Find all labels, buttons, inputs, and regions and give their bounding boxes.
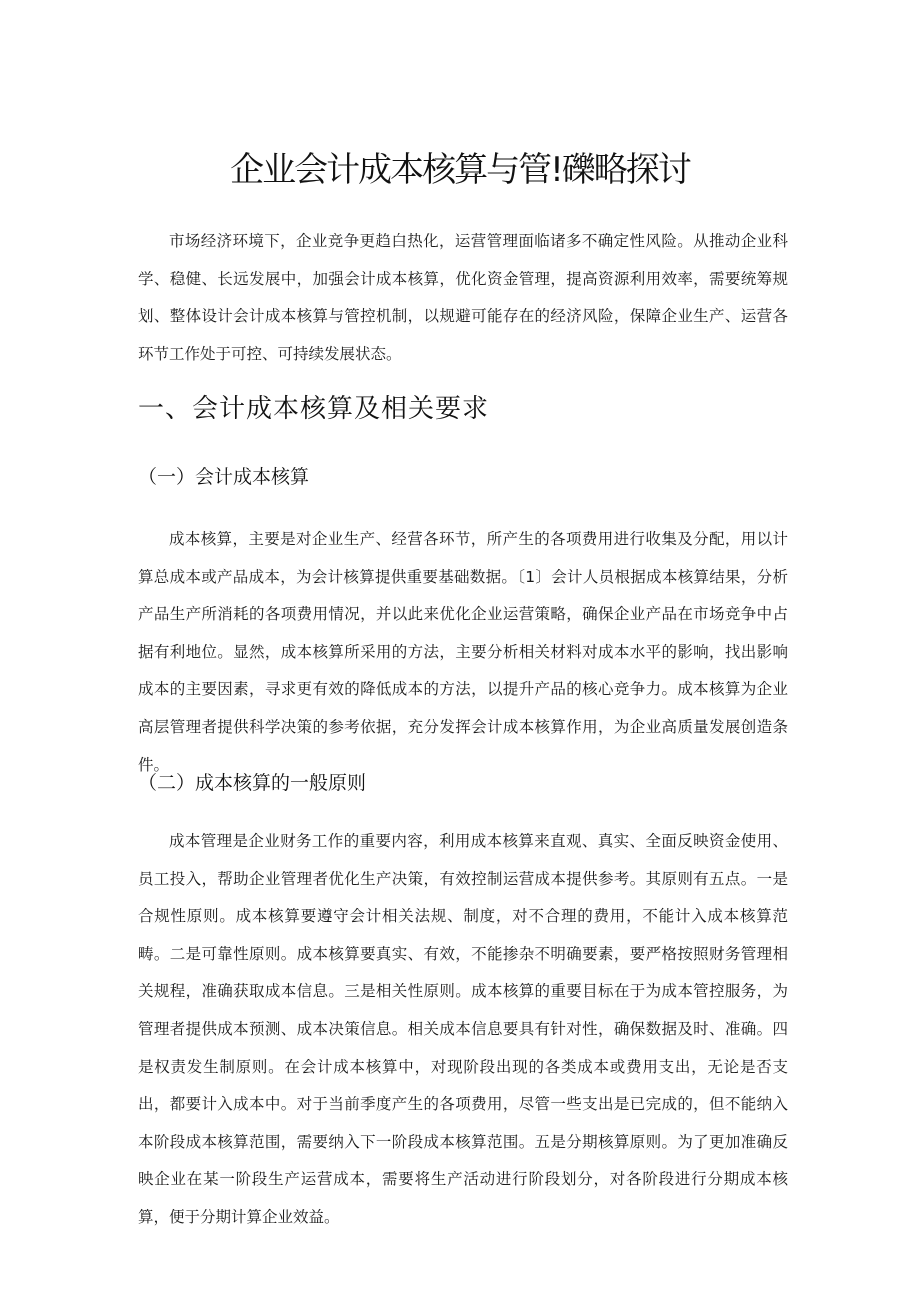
document-title: 企业会计成本核算与管!礫略探讨 [230, 150, 690, 190]
paragraph-text-part: 成本核算，主要是对企业生产、经营各环节，所产生的各项费用进行收集及分配，用以计算总成本或产品成本，为会计核算提供重要基础数据。 [138, 530, 788, 586]
subsection-1-paragraph [138, 521, 788, 784]
intro-paragraph: 市场经济环境下，企业竞争更趋白热化，运营管理面临诸多不确定性风险。从推动企业科学、稳健、长远发展中，加强会计成本核算，优化资金管理，提高资源利用效率，需要统筹规划、整体设计会计成本核算与管控机制，以规避可能存在的经济风险，保障企业生产、运营各环节工作处于可控、可持续发展状态。 [138, 232, 788, 363]
paragraph-text-part: 会计人员根据成本核算结果，分析产品生产所消耗的各项费用情况，并以此来优化企业运营策略，确保企业产品在市场竞争中占据有利地位。显然，成本核算所采用的方法，主要分析相关材料对成本水平的影响，找出影响成本的主要因素，寻求更有效的降低成本的方法，以提升产品的核心竞争力。成本核算为企业高层管理者提供科学决策的参考依据，充分发挥会计成本核算作用，为企业高质量发展创造条件。 [138, 567, 788, 774]
subsection-2-paragraph: 成本管理是企业财务工作的重要内容，利用成本核算来直观、真实、全面反映资金使用、员工投入，帮助企业管理者优化生产决策，有效控制运营成本提供参考。其原则有五点。一是合规性原则。成本核算要遵守会计相关法规、制度，对不合理的费用，不能计入成本核算范畴。二是可靠性原则。成本核算要真实、有效，不能掺杂不明确要素，要严格按照财务管理相关规程，准确获取成本信息。三是相关性原则。成本核算的重要目标在于为成本管控服务，为管理者提供成本预测、成本决策信息。相关成本信息要具有针对性，确保数据及时、准确。四是权责发生制原则。在会计成本核算中，对现阶段出现的各类成本或费用支出，无论是否支出，都要计入成本中。对于当前季度产生的各项费用，尽管一些支出是已完成的，但不能纳入本阶段成本核算范围，需要纳入下一阶段成本核算范围。五是分期核算原则。为了更加准确反映企业在某一阶段生产运营成本，需要将生产活动进行阶段划分，对各阶段进行分期成本核算，便于分期计算企业效益。 [138, 832, 788, 1226]
subsection-heading-2: （二）成本核算的一般原则 [138, 772, 367, 794]
section-heading-1: 一、会计成本核算及相关要求 [138, 394, 490, 424]
subsection-heading-1: （一）会计成本核算 [138, 466, 310, 488]
citation-reference: 〔1〕 [517, 567, 552, 586]
